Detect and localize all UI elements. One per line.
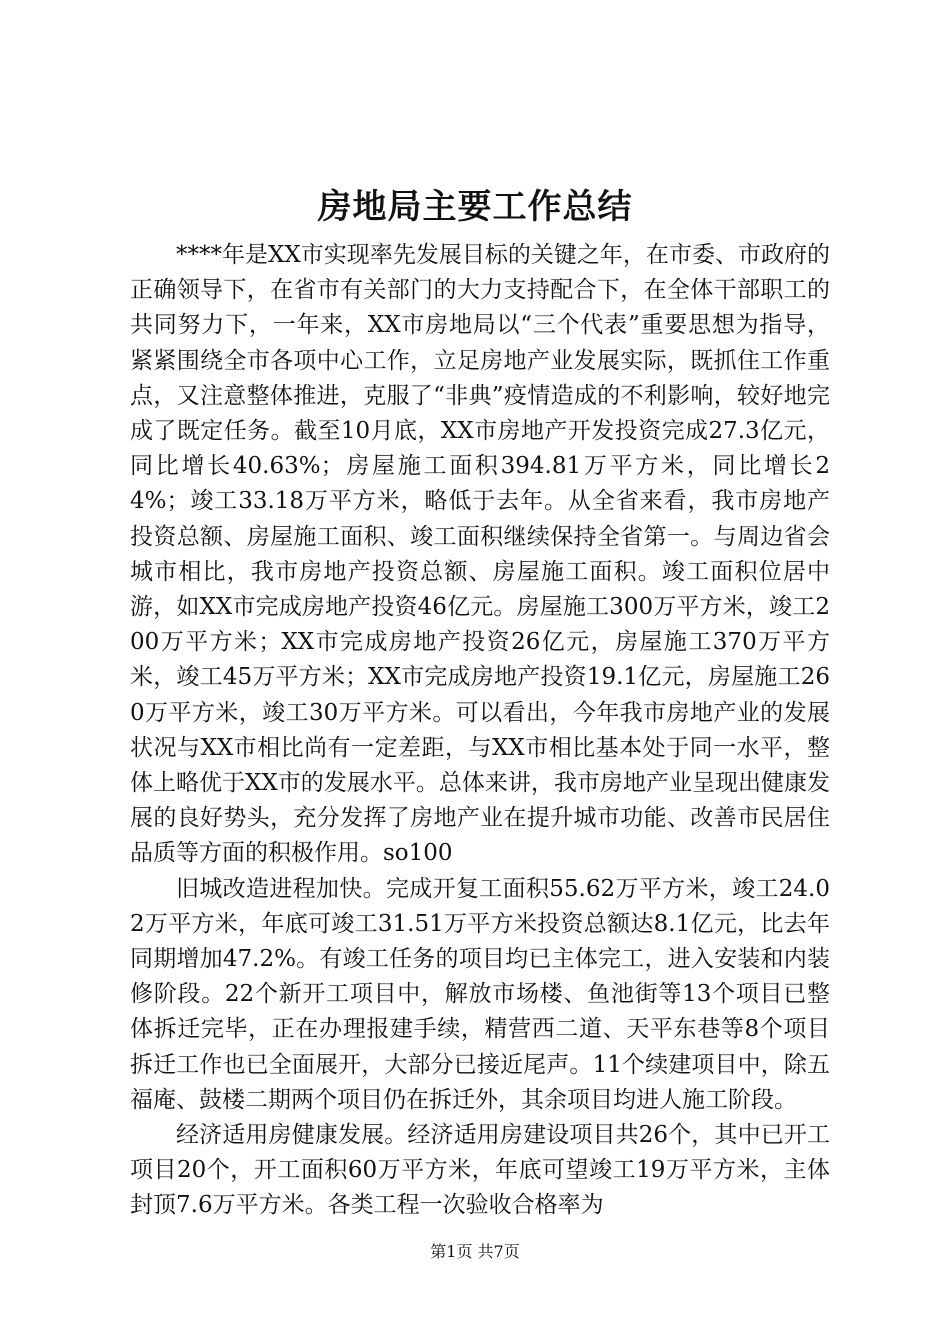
- paragraph-old-city-renovation: 旧城改造进程加快。完成开复工面积55.62万平方米，竣工24.02万平方米，年底可竣工31.51万平方米投资总额达8.1亿元，比去年同期增加47.2%。有竣工任务的项目均已主体完工，进入安装和内装修阶段。22个新开工项目中，解放市场楼、鱼池街等13个项目已整体拆迁完毕，正在办理报建手续，精营西二道、天平东巷等8个项目拆迁工作也已全面展开，大部分已接近尾声。11个续建项目中，除五福庵、鼓楼二期两个项目仍在拆迁外，其余项目均进人施工阶段。: [130, 875, 830, 1113]
- paragraph-summary: ****年是XX市实现率先发展目标的关键之年，在市委、市政府的正确领导下，在省市有关部门的大力支持配合下，在全体干部职工的共同努力下，一年来，XX市房地局以“三个代表”重要思想为指导，紧紧围绕全市各项中心工作，立足房地产业发展实际，既抓住工作重点，又注意整体推进，克服了“非典”疫情造成的不利影响，较好地完成了既定任务。截至10月底，XX市房地产开发投资完成27.3亿元，同比增长40.63%；房屋施工面积394.81万平方米，同比增长24%；竣工33.18万平方米，略低于去年。从全省来看，我市房地产投资总额、房屋施工面积、竣工面积继续保持全省第一。与周边省会城市相比，我市房地产投资总额、房屋施工面积。竣工面积位居中游，如XX市完成房地产投资46亿元。房屋施工300万平方米，竣工200万平方米；XX市完成房地产投资26亿元，房屋施工370万平方米，竣工45万平方米；XX市完成房地产投资19.1亿元，房屋施工260万平方米，竣工30万平方米。可以看出，今年我市房地产业的发展状况与XX市相比尚有一定差距，与XX市相比基本处于同一水平，整体上略优于XX市的发展水平。总体来讲，我市房地产业呈现出健康发展的良好势头，充分发挥了房地产业在提升城市功能、改善市民居住品质等方面的积极作用。so100: [130, 242, 830, 867]
- document-title: 房地局主要工作总结: [317, 187, 633, 227]
- paragraph-affordable-housing: 经济适用房健康发展。经济适用房建设项目共26个，其中已开工项目20个，开工面积60万平方米，年底可望竣工19万平方米，主体封顶7.6万平方米。各类工程一次验收合格率为: [130, 1122, 830, 1219]
- document-body: [130, 238, 830, 1224]
- page-number-footer: 第1页 共7页: [430, 1242, 520, 1261]
